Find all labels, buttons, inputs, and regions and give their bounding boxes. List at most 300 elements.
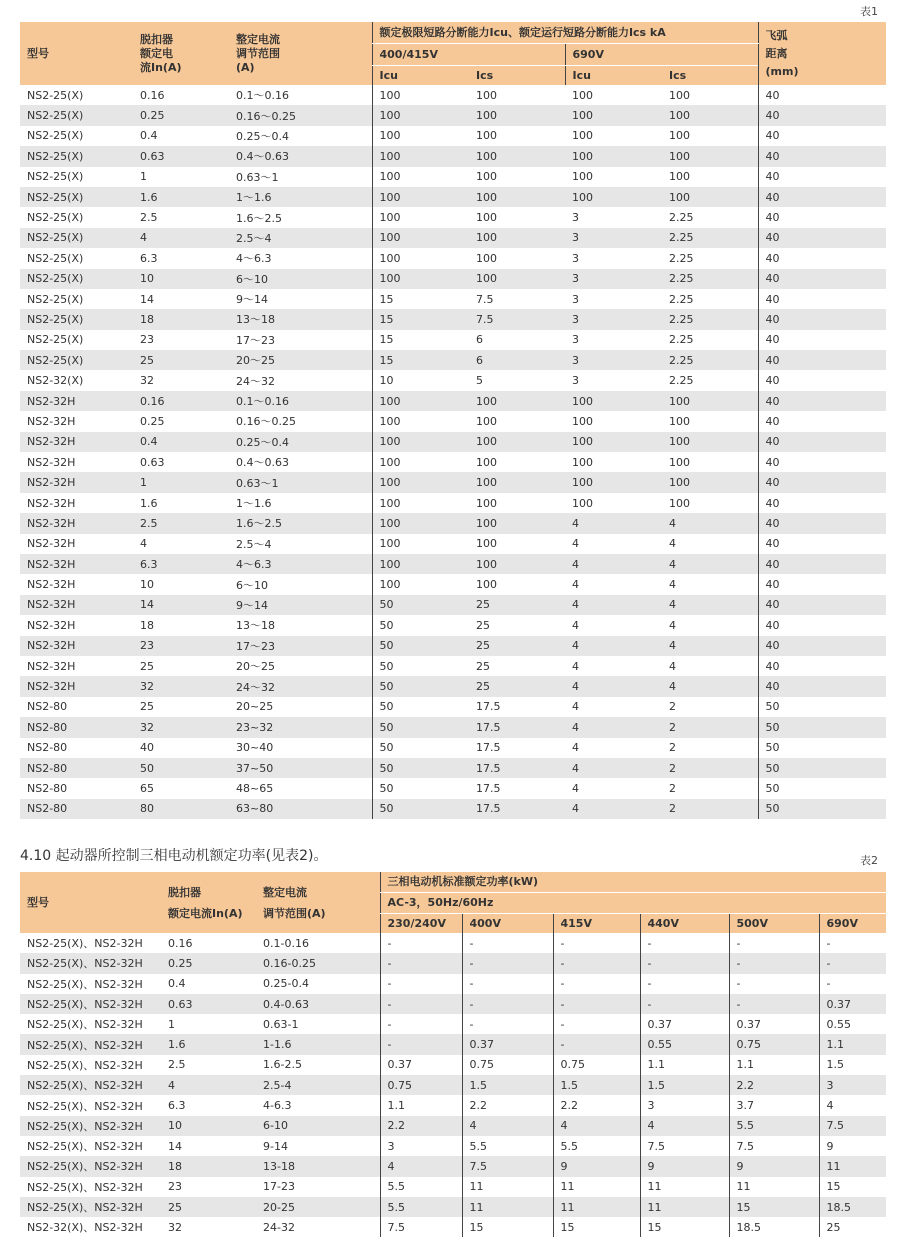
- table-row: [20, 953, 886, 973]
- cell-ics-400: 17.5: [469, 799, 565, 819]
- table-row: [20, 1095, 886, 1115]
- cell-power-400v: -: [462, 994, 553, 1014]
- cell-arc-distance: 50: [758, 758, 886, 778]
- cell-icu-690: 100: [565, 146, 662, 166]
- cell-ics-400: 6: [469, 350, 565, 370]
- cell-setting-range: 4-6.3: [256, 1095, 380, 1115]
- cell-power-230v: -: [380, 974, 462, 994]
- cell-model: NS2-25(X)、NS2-32H: [20, 1197, 161, 1217]
- cell-setting-range: 0.4～0.63: [229, 146, 372, 166]
- cell-power-500v: -: [729, 933, 819, 953]
- cell-power-400v: 11: [462, 1177, 553, 1197]
- cell-release-current: 32: [161, 1217, 256, 1237]
- table-row: [20, 391, 886, 411]
- cell-setting-range: 20~25: [229, 697, 372, 717]
- cell-ics-400: 100: [469, 85, 565, 105]
- cell-icu-690: 4: [565, 574, 662, 594]
- cell-setting-range: 0.16～0.25: [229, 411, 372, 431]
- cell-model: NS2-25(X)、NS2-32H: [20, 1156, 161, 1176]
- cell-setting-range: 0.25～0.4: [229, 126, 372, 146]
- t2-header-230v: 230/240V: [380, 913, 462, 933]
- cell-release-current: 1.6: [133, 493, 229, 513]
- cell-setting-range: 4～6.3: [229, 554, 372, 574]
- cell-model: NS2-80: [20, 758, 133, 778]
- cell-model: NS2-25(X): [20, 105, 133, 125]
- cell-icu-690: 100: [565, 105, 662, 125]
- cell-ics-690: 2: [662, 717, 758, 737]
- cell-release-current: 10: [133, 269, 229, 289]
- cell-model: NS2-80: [20, 717, 133, 737]
- cell-power-500v: -: [729, 994, 819, 1014]
- cell-ics-400: 100: [469, 513, 565, 533]
- cell-icu-690: 100: [565, 411, 662, 431]
- cell-release-current: 25: [133, 697, 229, 717]
- cell-setting-range: 20～25: [229, 656, 372, 676]
- cell-power-230v: 3: [380, 1136, 462, 1156]
- cell-setting-range: 1.6～2.5: [229, 513, 372, 533]
- header-arc-distance: 飞弧 距离 (mm): [758, 22, 886, 85]
- cell-model: NS2-32H: [20, 411, 133, 431]
- cell-ics-690: 100: [662, 452, 758, 472]
- cell-ics-690: 2.25: [662, 309, 758, 329]
- header-breaking-capacity: 额定极限短路分断能力Icu、额定运行短路分断能力Ics kA: [372, 22, 758, 43]
- cell-release-current: 25: [133, 350, 229, 370]
- cell-setting-range: 2.5～4: [229, 228, 372, 248]
- cell-setting-range: 17～23: [229, 636, 372, 656]
- cell-power-415v: 0.75: [553, 1055, 640, 1075]
- cell-ics-690: 2: [662, 778, 758, 798]
- cell-release-current: 14: [133, 595, 229, 615]
- cell-setting-range: 6～10: [229, 269, 372, 289]
- cell-model: NS2-80: [20, 697, 133, 717]
- cell-power-500v: 2.2: [729, 1075, 819, 1095]
- cell-power-500v: 15: [729, 1197, 819, 1217]
- cell-icu-690: 100: [565, 85, 662, 105]
- cell-setting-range: 1～1.6: [229, 493, 372, 513]
- cell-power-690v: 7.5: [819, 1116, 886, 1136]
- cell-power-440v: 15: [640, 1217, 729, 1237]
- cell-power-500v: 0.37: [729, 1014, 819, 1034]
- cell-setting-range: 0.4-0.63: [256, 994, 380, 1014]
- table-row: [20, 636, 886, 656]
- cell-icu-690: 100: [565, 167, 662, 187]
- cell-release-current: 2.5: [161, 1055, 256, 1075]
- cell-model: NS2-25(X): [20, 126, 133, 146]
- cell-release-current: 23: [133, 330, 229, 350]
- cell-power-400v: -: [462, 974, 553, 994]
- table-row: [20, 554, 886, 574]
- table-row: [20, 595, 886, 615]
- cell-ics-690: 100: [662, 146, 758, 166]
- cell-power-440v: 11: [640, 1177, 729, 1197]
- cell-power-690v: -: [819, 933, 886, 953]
- cell-ics-400: 100: [469, 248, 565, 268]
- table-row: [20, 452, 886, 472]
- table-row: [20, 1136, 886, 1156]
- cell-power-230v: 0.37: [380, 1055, 462, 1075]
- cell-ics-400: 100: [469, 432, 565, 452]
- cell-setting-range: 24～32: [229, 676, 372, 696]
- cell-icu-690: 100: [565, 432, 662, 452]
- cell-setting-range: 0.25-0.4: [256, 974, 380, 994]
- table-row: [20, 330, 886, 350]
- header-icu-400: Icu: [372, 65, 469, 85]
- cell-arc-distance: 40: [758, 207, 886, 227]
- cell-arc-distance: 40: [758, 472, 886, 492]
- cell-icu-400: 100: [372, 432, 469, 452]
- cell-power-690v: 9: [819, 1136, 886, 1156]
- cell-release-current: 1: [161, 1014, 256, 1034]
- table-row: [20, 933, 886, 953]
- header-release-current: 脱扣器 额定电 流In(A): [140, 32, 182, 74]
- cell-release-current: 10: [133, 574, 229, 594]
- cell-setting-range: 0.1～0.16: [229, 391, 372, 411]
- table-row: [20, 105, 886, 125]
- table-row: [20, 248, 886, 268]
- cell-ics-690: 2.25: [662, 370, 758, 390]
- cell-ics-400: 17.5: [469, 738, 565, 758]
- cell-model: NS2-80: [20, 738, 133, 758]
- table-row: [20, 1075, 886, 1095]
- cell-icu-690: 4: [565, 513, 662, 533]
- cell-arc-distance: 40: [758, 309, 886, 329]
- cell-icu-400: 100: [372, 187, 469, 207]
- cell-model: NS2-32H: [20, 493, 133, 513]
- cell-icu-400: 100: [372, 411, 469, 431]
- cell-power-230v: 5.5: [380, 1177, 462, 1197]
- cell-icu-400: 100: [372, 493, 469, 513]
- cell-arc-distance: 40: [758, 452, 886, 472]
- cell-power-415v: 1.5: [553, 1075, 640, 1095]
- cell-arc-distance: 40: [758, 85, 886, 105]
- cell-release-current: 0.16: [161, 933, 256, 953]
- cell-release-current: 0.16: [133, 85, 229, 105]
- cell-model: NS2-25(X)、NS2-32H: [20, 1116, 161, 1136]
- cell-arc-distance: 40: [758, 391, 886, 411]
- cell-arc-distance: 50: [758, 799, 886, 819]
- cell-release-current: 0.4: [133, 126, 229, 146]
- cell-model: NS2-25(X): [20, 228, 133, 248]
- table-row: [20, 146, 886, 166]
- cell-setting-range: 0.4～0.63: [229, 452, 372, 472]
- cell-setting-range: 13～18: [229, 309, 372, 329]
- cell-power-230v: 2.2: [380, 1116, 462, 1136]
- header-690v: 690V: [565, 43, 758, 65]
- cell-release-current: 4: [133, 534, 229, 554]
- table-row: [20, 228, 886, 248]
- cell-power-400v: 5.5: [462, 1136, 553, 1156]
- cell-model: NS2-32H: [20, 534, 133, 554]
- cell-power-415v: 15: [553, 1217, 640, 1237]
- table-row: [20, 1055, 886, 1075]
- cell-ics-400: 100: [469, 105, 565, 125]
- table-row: [20, 1156, 886, 1176]
- cell-power-690v: 25: [819, 1217, 886, 1237]
- table-row: [20, 676, 886, 696]
- cell-setting-range: 4～6.3: [229, 248, 372, 268]
- cell-icu-690: 3: [565, 350, 662, 370]
- cell-icu-400: 100: [372, 574, 469, 594]
- cell-setting-range: 2.5～4: [229, 534, 372, 554]
- cell-ics-400: 100: [469, 207, 565, 227]
- cell-setting-range: 63~80: [229, 799, 372, 819]
- cell-power-400v: 0.75: [462, 1055, 553, 1075]
- cell-model: NS2-25(X)、NS2-32H: [20, 1136, 161, 1156]
- cell-power-230v: -: [380, 1014, 462, 1034]
- cell-model: NS2-32H: [20, 432, 133, 452]
- cell-power-400v: 2.2: [462, 1095, 553, 1115]
- cell-ics-690: 100: [662, 187, 758, 207]
- cell-power-230v: 0.75: [380, 1075, 462, 1095]
- cell-arc-distance: 40: [758, 187, 886, 207]
- table-row: [20, 432, 886, 452]
- cell-arc-distance: 50: [758, 738, 886, 758]
- table-row: [20, 1217, 886, 1237]
- cell-power-415v: 5.5: [553, 1136, 640, 1156]
- cell-ics-400: 100: [469, 167, 565, 187]
- cell-ics-690: 100: [662, 411, 758, 431]
- cell-power-500v: 18.5: [729, 1217, 819, 1237]
- cell-ics-690: 100: [662, 126, 758, 146]
- cell-ics-690: 2.25: [662, 330, 758, 350]
- cell-setting-range: 0.63～1: [229, 472, 372, 492]
- table2-label: 表2: [860, 854, 878, 867]
- cell-setting-range: 6-10: [256, 1116, 380, 1136]
- cell-power-415v: 11: [553, 1177, 640, 1197]
- cell-setting-range: 9-14: [256, 1136, 380, 1156]
- cell-ics-400: 7.5: [469, 289, 565, 309]
- cell-icu-400: 100: [372, 472, 469, 492]
- cell-setting-range: 0.63-1: [256, 1014, 380, 1034]
- cell-setting-range: 24-32: [256, 1217, 380, 1237]
- cell-model: NS2-32(X): [20, 370, 133, 390]
- cell-model: NS2-32H: [20, 554, 133, 574]
- cell-icu-400: 50: [372, 595, 469, 615]
- cell-release-current: 6.3: [161, 1095, 256, 1115]
- cell-release-current: 1.6: [161, 1034, 256, 1054]
- table-row: [20, 534, 886, 554]
- cell-ics-690: 100: [662, 493, 758, 513]
- cell-ics-400: 100: [469, 493, 565, 513]
- cell-setting-range: 37~50: [229, 758, 372, 778]
- cell-icu-400: 15: [372, 350, 469, 370]
- cell-arc-distance: 40: [758, 595, 886, 615]
- cell-power-230v: -: [380, 953, 462, 973]
- cell-model: NS2-25(X)、NS2-32H: [20, 1095, 161, 1115]
- cell-power-440v: 0.37: [640, 1014, 729, 1034]
- cell-model: NS2-25(X): [20, 146, 133, 166]
- cell-model: NS2-25(X): [20, 350, 133, 370]
- cell-model: NS2-25(X): [20, 309, 133, 329]
- cell-icu-400: 100: [372, 452, 469, 472]
- cell-icu-690: 4: [565, 636, 662, 656]
- table-row: [20, 697, 886, 717]
- cell-arc-distance: 40: [758, 432, 886, 452]
- cell-icu-690: 100: [565, 493, 662, 513]
- cell-release-current: 23: [133, 636, 229, 656]
- cell-power-690v: -: [819, 974, 886, 994]
- header-setting-range: 整定电流 调节范围 (A): [236, 32, 280, 74]
- table-row: [20, 799, 886, 819]
- cell-icu-400: 50: [372, 697, 469, 717]
- table-row: [20, 574, 886, 594]
- header-ics-400: Ics: [476, 68, 494, 82]
- cell-icu-690: 3: [565, 228, 662, 248]
- header-model: 型号: [27, 47, 49, 60]
- table-row: [20, 738, 886, 758]
- cell-icu-400: 50: [372, 615, 469, 635]
- cell-arc-distance: 40: [758, 269, 886, 289]
- cell-icu-690: 3: [565, 207, 662, 227]
- cell-release-current: 0.25: [133, 105, 229, 125]
- cell-ics-690: 2.25: [662, 269, 758, 289]
- cell-ics-690: 2.25: [662, 228, 758, 248]
- cell-setting-range: 1.6-2.5: [256, 1055, 380, 1075]
- cell-release-current: 0.25: [161, 953, 256, 973]
- cell-model: NS2-25(X): [20, 330, 133, 350]
- cell-release-current: 32: [133, 676, 229, 696]
- cell-model: NS2-32H: [20, 595, 133, 615]
- cell-power-230v: 4: [380, 1156, 462, 1176]
- cell-icu-400: 10: [372, 370, 469, 390]
- cell-power-690v: 1.1: [819, 1034, 886, 1054]
- cell-release-current: 32: [133, 370, 229, 390]
- table-row: [20, 717, 886, 737]
- cell-ics-690: 2.25: [662, 350, 758, 370]
- cell-release-current: 14: [133, 289, 229, 309]
- cell-power-230v: 7.5: [380, 1217, 462, 1237]
- cell-icu-400: 100: [372, 146, 469, 166]
- cell-release-current: 65: [133, 778, 229, 798]
- cell-release-current: 2.5: [133, 513, 229, 533]
- cell-ics-400: 100: [469, 574, 565, 594]
- cell-release-current: 0.63: [133, 452, 229, 472]
- cell-ics-400: 100: [469, 391, 565, 411]
- cell-release-current: 18: [133, 615, 229, 635]
- cell-release-current: 4: [133, 228, 229, 248]
- cell-ics-400: 100: [469, 452, 565, 472]
- cell-power-440v: 1.5: [640, 1075, 729, 1095]
- cell-icu-690: 4: [565, 656, 662, 676]
- cell-power-415v: 2.2: [553, 1095, 640, 1115]
- cell-power-440v: 1.1: [640, 1055, 729, 1075]
- cell-icu-690: 4: [565, 717, 662, 737]
- cell-release-current: 1: [133, 472, 229, 492]
- cell-setting-range: 30~40: [229, 738, 372, 758]
- cell-power-690v: 18.5: [819, 1197, 886, 1217]
- cell-ics-400: 17.5: [469, 717, 565, 737]
- table-row: [20, 778, 886, 798]
- cell-ics-400: 100: [469, 269, 565, 289]
- table-row: [20, 309, 886, 329]
- cell-setting-range: 20～25: [229, 350, 372, 370]
- cell-ics-690: 2.25: [662, 289, 758, 309]
- cell-power-415v: 4: [553, 1116, 640, 1136]
- cell-power-440v: -: [640, 933, 729, 953]
- cell-ics-690: 2: [662, 697, 758, 717]
- cell-release-current: 0.25: [133, 411, 229, 431]
- cell-setting-range: 9～14: [229, 289, 372, 309]
- cell-arc-distance: 40: [758, 676, 886, 696]
- cell-power-415v: -: [553, 994, 640, 1014]
- cell-model: NS2-25(X)、NS2-32H: [20, 953, 161, 973]
- cell-release-current: 1: [133, 167, 229, 187]
- header-icu-690: Icu: [565, 65, 662, 85]
- cell-arc-distance: 40: [758, 289, 886, 309]
- cell-ics-400: 5: [469, 370, 565, 390]
- cell-ics-400: 100: [469, 411, 565, 431]
- cell-setting-range: 13～18: [229, 615, 372, 635]
- cell-power-400v: -: [462, 1014, 553, 1034]
- cell-arc-distance: 40: [758, 350, 886, 370]
- cell-power-440v: 9: [640, 1156, 729, 1176]
- cell-power-400v: -: [462, 933, 553, 953]
- cell-power-440v: 4: [640, 1116, 729, 1136]
- cell-icu-400: 100: [372, 85, 469, 105]
- cell-release-current: 18: [133, 309, 229, 329]
- cell-model: NS2-32H: [20, 636, 133, 656]
- cell-ics-690: 4: [662, 574, 758, 594]
- cell-arc-distance: 40: [758, 248, 886, 268]
- cell-model: NS2-25(X): [20, 187, 133, 207]
- cell-power-415v: 9: [553, 1156, 640, 1176]
- cell-icu-400: 50: [372, 758, 469, 778]
- cell-icu-690: 4: [565, 676, 662, 696]
- cell-icu-400: 15: [372, 309, 469, 329]
- cell-power-400v: 1.5: [462, 1075, 553, 1095]
- cell-setting-range: 9～14: [229, 595, 372, 615]
- cell-release-current: 23: [161, 1177, 256, 1197]
- cell-icu-690: 4: [565, 738, 662, 758]
- cell-power-230v: -: [380, 1034, 462, 1054]
- t2-header-690v: 690V: [819, 913, 886, 933]
- cell-icu-690: 4: [565, 799, 662, 819]
- cell-ics-690: 100: [662, 472, 758, 492]
- cell-power-415v: -: [553, 1034, 640, 1054]
- table-row: [20, 974, 886, 994]
- cell-setting-range: 13-18: [256, 1156, 380, 1176]
- cell-ics-690: 2: [662, 738, 758, 758]
- cell-icu-690: 4: [565, 534, 662, 554]
- cell-model: NS2-32H: [20, 513, 133, 533]
- cell-model: NS2-25(X)、NS2-32H: [20, 1177, 161, 1197]
- cell-release-current: 18: [161, 1156, 256, 1176]
- cell-icu-690: 4: [565, 554, 662, 574]
- t2-header-model: 型号: [27, 896, 49, 909]
- cell-icu-400: 50: [372, 636, 469, 656]
- cell-arc-distance: 40: [758, 636, 886, 656]
- cell-ics-690: 2: [662, 799, 758, 819]
- cell-icu-690: 3: [565, 370, 662, 390]
- cell-setting-range: 0.16～0.25: [229, 105, 372, 125]
- cell-arc-distance: 50: [758, 697, 886, 717]
- cell-power-400v: -: [462, 953, 553, 973]
- table-row: [20, 493, 886, 513]
- cell-power-690v: 1.5: [819, 1055, 886, 1075]
- cell-icu-400: 100: [372, 554, 469, 574]
- cell-ics-690: 4: [662, 534, 758, 554]
- t2-header-400v: 400V: [462, 913, 553, 933]
- cell-model: NS2-80: [20, 799, 133, 819]
- cell-model: NS2-25(X)、NS2-32H: [20, 1075, 161, 1095]
- table2: [20, 872, 886, 1237]
- t2-header-motor-power: 三相电动机标准额定功率(kW): [380, 872, 886, 892]
- cell-release-current: 0.4: [133, 432, 229, 452]
- t2-header-415v: 415V: [553, 913, 640, 933]
- cell-icu-690: 3: [565, 248, 662, 268]
- table-row: [20, 85, 886, 105]
- cell-model: NS2-32H: [20, 676, 133, 696]
